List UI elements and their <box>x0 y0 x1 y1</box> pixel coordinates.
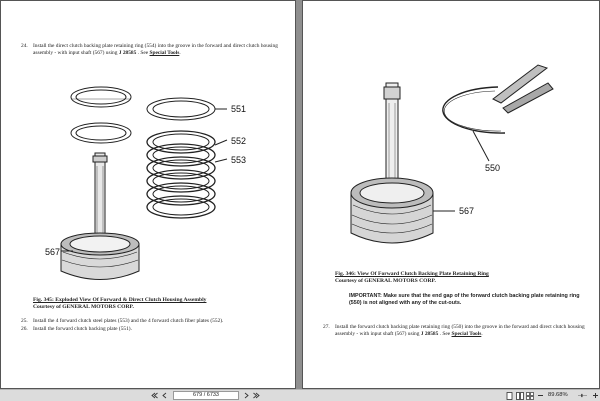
step-24 <box>21 43 289 57</box>
two-page-view-button[interactable] <box>515 391 524 400</box>
callout-567: 567 <box>459 206 475 216</box>
callout-551: 551 <box>231 104 247 114</box>
retaining-ring-figure <box>333 53 573 253</box>
zoom-out-button[interactable] <box>536 391 545 400</box>
step-25 <box>21 318 289 325</box>
page-right <box>302 0 600 389</box>
step-text-start: Install the direct clutch backing plate retaining ring (554) into the groove in the forward and direct clutch housing assembly - with input shaft (567) using <box>33 43 278 56</box>
important-note: IMPORTANT: Make sure that the end gap of the forward clutch backing plate retaining ring (550) is not aligned with any of the cut-outs. <box>349 293 580 306</box>
two-page-icon <box>516 392 524 400</box>
tool-number: J 28585 <box>118 50 137 56</box>
caption-title: Fig. 346: View Of Forward Clutch Backing Plate Retaining Ring <box>335 271 489 277</box>
step-text-mid: . See <box>136 50 150 56</box>
grid-pages-icon <box>526 392 534 400</box>
last-page-button[interactable] <box>252 391 261 400</box>
prev-page-button[interactable] <box>160 391 169 400</box>
step-27 <box>323 324 591 338</box>
zoom-level: 89.68% <box>548 392 568 398</box>
step-text-end: . <box>179 50 181 56</box>
step-number: 25. <box>21 318 28 324</box>
page-number-input[interactable]: 679 / 6733 <box>173 391 239 400</box>
single-page-icon <box>506 392 513 400</box>
step-26 <box>21 326 289 333</box>
special-tools-link[interactable]: Special Tools <box>451 331 482 337</box>
step-number: 26. <box>21 326 28 332</box>
special-tools-link[interactable]: Special Tools <box>149 50 180 56</box>
step-text <box>21 43 289 57</box>
scroll-view-button[interactable] <box>525 391 534 400</box>
step-text: Install the forward clutch backing plate (551). <box>33 326 132 332</box>
status-bar <box>0 389 600 401</box>
callout-550: 550 <box>485 163 501 173</box>
step-number: 27. <box>323 324 330 330</box>
zoom-slider[interactable] <box>578 391 587 400</box>
callout-553: 553 <box>231 155 247 165</box>
first-page-button[interactable] <box>150 391 159 400</box>
caption-credit: Courtesy of GENERAL MOTORS CORP. <box>335 278 436 284</box>
plus-icon <box>592 392 599 399</box>
step-number: 24. <box>21 43 28 49</box>
slider-icon <box>578 392 587 399</box>
callout-552: 552 <box>231 136 247 146</box>
tool-number: J 28585 <box>420 331 439 337</box>
step-text <box>323 324 591 338</box>
step-text-mid: . See <box>438 331 452 337</box>
exploded-view-figure <box>31 76 276 286</box>
minus-icon <box>537 392 544 399</box>
callout-567: 567 <box>45 247 61 257</box>
step-text: Install the 4 forward clutch steel plates (553) and the 4 forward clutch fiber plates (552). <box>33 318 224 324</box>
chevron-left-icon <box>161 392 168 399</box>
chevron-double-right-icon <box>253 392 260 399</box>
single-page-view-button[interactable] <box>505 391 514 400</box>
caption-title: Fig. 345: Exploded View Of Forward & Direct Clutch Housing Assembly <box>33 297 207 303</box>
step-text-start: Install the forward clutch backing plate retaining ring (550) into the groove in the forward and direct clutch housing assembly - with input shaft (567) using <box>335 324 585 337</box>
figure-caption <box>335 271 590 285</box>
next-page-button[interactable] <box>242 391 251 400</box>
caption-credit: Courtesy of GENERAL MOTORS CORP. <box>33 304 134 310</box>
step-text-end: . <box>481 331 483 337</box>
figure-caption <box>33 297 288 311</box>
page-left <box>0 0 296 389</box>
chevron-right-icon <box>243 392 250 399</box>
zoom-in-button[interactable] <box>591 391 600 400</box>
chevron-double-left-icon <box>151 392 158 399</box>
